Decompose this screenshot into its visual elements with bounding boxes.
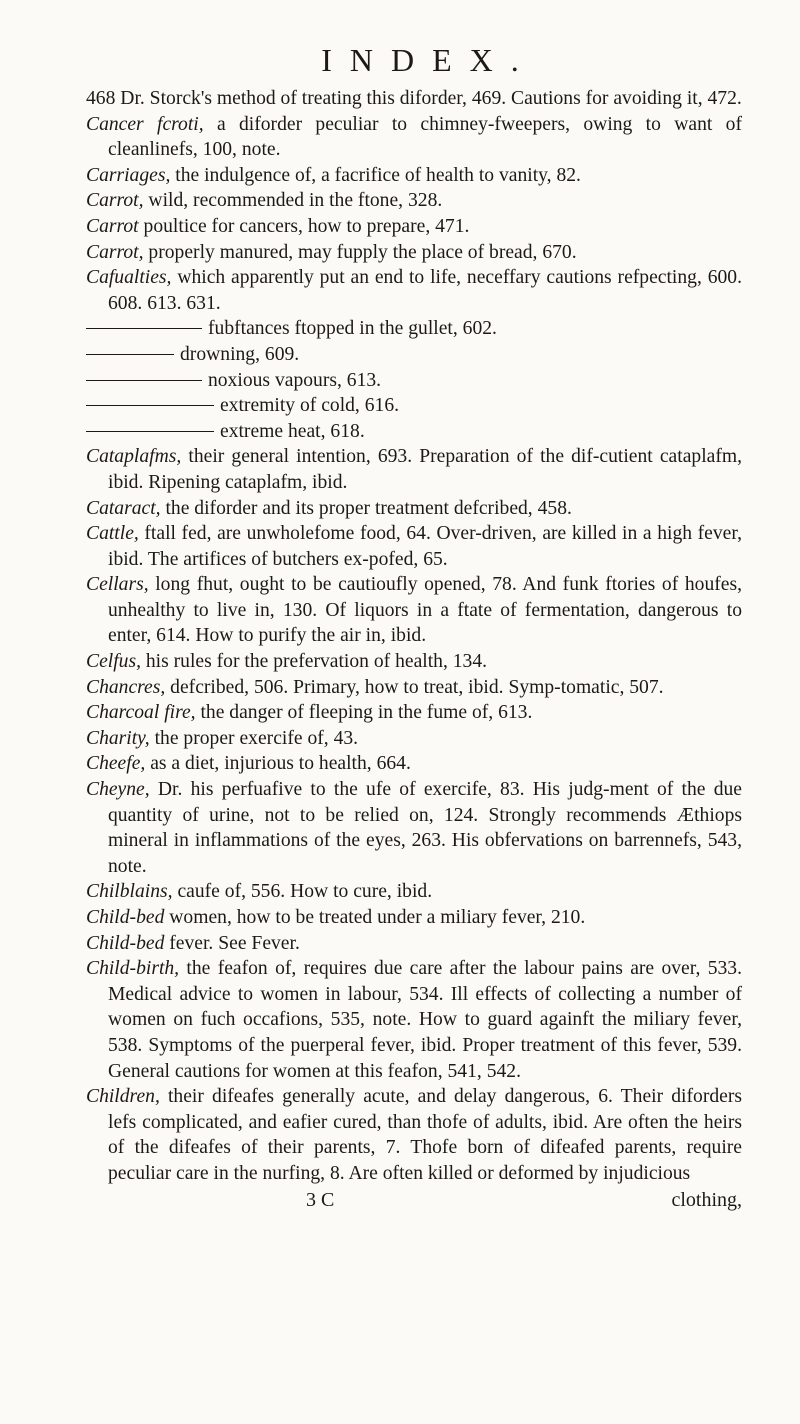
entry-term: Carrot, (86, 241, 144, 263)
index-entry (86, 572, 742, 649)
entry-text: noxious vapours, 613. (208, 369, 382, 391)
entry-text: his rules for the prefervation of health, 134. (140, 651, 488, 673)
entry-text: a diforder peculiar to chimney-fweepers, owing to want of cleanlinefs, 100, note. (108, 113, 742, 161)
entry-term: Cataract, (86, 497, 161, 519)
index-entry (86, 879, 742, 905)
index-entry (86, 240, 742, 266)
index-entry (86, 931, 742, 957)
index-entry (86, 751, 742, 777)
entry-term: Cheefe, (86, 753, 146, 775)
entry-term: Carriages, (86, 164, 171, 186)
entry-text: fever. See Fever. (164, 932, 300, 954)
entry-term: Cheyne, (86, 779, 150, 801)
entry-term: Celfus, (86, 651, 141, 673)
entry-term: Child-bed (86, 932, 165, 954)
entry-text: women, how to be treated under a miliary fever, 210. (164, 907, 586, 928)
entry-text: their difeafes generally acute, and delay dangerous, 6. Their diforders lefs complicated, and eafier cured, than thofe of adults, ibid. Are often the heirs of the difeafes of their parents, 7. Thofe born of difeafed parents, require peculiar care in the nurfing, 8. Are often killed or deformed by injudicious (108, 1086, 742, 1184)
index-subentry (86, 393, 742, 419)
entry-term: Cancer fcroti, (86, 113, 204, 135)
entry-text: as a diet, injurious to health, 664. (145, 753, 411, 775)
page-title: INDEX. (321, 42, 537, 78)
index-entry (86, 675, 742, 701)
index-entry (86, 905, 742, 931)
index-entry (86, 86, 742, 112)
page-footer (86, 1187, 742, 1213)
index-entry (86, 163, 742, 189)
index-entry (86, 649, 742, 675)
entry-text: caufe of, 556. How to cure, ibid. (172, 881, 433, 903)
entry-term: Child-bed (86, 907, 165, 928)
entry-text: drowning, 609. (180, 343, 300, 365)
entry-term: Cellars, (86, 574, 149, 596)
entry-text: the indulgence of, a facrifice of health to vanity, 82. (170, 164, 581, 186)
entry-term: Charcoal fire, (86, 702, 196, 724)
entry-text: long fhut, ought to be cautioufly opened, 78. And funk ftories of houfes, unhealthy to live in, 130. Of liquors in a ftate of fermentation, dangerous to enter, 614. How to purify the air in, ibid. (108, 574, 742, 647)
catchword: clothing, (671, 1188, 742, 1211)
index-entries (86, 86, 742, 1187)
entry-term: Cafualties, (86, 267, 172, 289)
entry-text: extremity of cold, 616. (220, 395, 400, 417)
index-entry (86, 112, 742, 163)
entry-text: wild, recommended in the ftone, 328. (143, 190, 443, 212)
entry-text: fubftances ftopped in the gullet, 602. (208, 318, 497, 340)
index-entry (86, 1084, 742, 1186)
entry-text: the feafon of, requires due care after the labour pains are over, 533. Medical advice to women in labour, 534. Ill effects of collecting a number of women on fuch occafions, 535, note. How to guard againft the miliary fever, 538. Symptoms of the puerperal fever, ibid. Proper treatment of this fever, 539. General cautions for women at this feafon, 541, 542. (108, 958, 742, 1082)
ditto-rule (86, 380, 202, 381)
entry-term: Chilblains, (86, 881, 173, 903)
ditto-rule (86, 405, 214, 406)
index-entry (86, 956, 742, 1084)
index-subentry (86, 316, 742, 342)
index-entry (86, 726, 742, 752)
index-subentry (86, 419, 742, 445)
ditto-rule (86, 328, 202, 329)
entry-text: ftall fed, are unwholefome food, 64. Over-driven, are killed in a high fever, ibid. The artifices of butchers ex-pofed, 65. (108, 523, 742, 570)
entry-text: 468 Dr. Storck's method of treating this diforder, 469. Cautions for avoiding it, 472. (86, 88, 742, 109)
index-entry (86, 521, 742, 572)
index-entry (86, 444, 742, 495)
entry-term: Children, (86, 1086, 160, 1108)
index-entry (86, 777, 742, 879)
index-subentry (86, 342, 742, 368)
index-entry (86, 700, 742, 726)
ditto-rule (86, 431, 214, 432)
index-entry (86, 214, 742, 240)
entry-text: Dr. his perfuafive to the ufe of exercife, 83. His judg-ment of the due quantity of urine, not to be relied on, 124. Strongly recommends Æthiops mineral in inflammations of the eyes, 263. His obfervations on barrennefs, 543, note. (108, 779, 742, 877)
entry-text: their general intention, 693. Preparation of the dif-cutient cataplafm, ibid. Ripening cataplafm, ibid. (108, 446, 742, 493)
entry-text: the diforder and its proper treatment defcribed, 458. (160, 497, 572, 519)
index-entry (86, 496, 742, 522)
index-entry (86, 188, 742, 214)
entry-text: properly manured, may fupply the place of bread, 670. (143, 241, 577, 263)
entry-term: Carrot, (86, 190, 144, 212)
index-subentry (86, 368, 742, 394)
entry-text: defcribed, 506. Primary, how to treat, ibid. Symp-tomatic, 507. (165, 676, 664, 698)
entry-text: the proper exercife of, 43. (149, 727, 359, 749)
entry-text: extreme heat, 618. (220, 420, 365, 442)
entry-term: Chancres, (86, 676, 166, 698)
entry-text: poultice for cancers, how to prepare, 471. (138, 215, 470, 237)
entry-text: the danger of fleeping in the fume of, 613. (195, 702, 533, 724)
index-entry (86, 265, 742, 316)
ditto-rule (86, 354, 174, 355)
entry-term: Cattle, (86, 523, 139, 545)
entry-term: Child-birth, (86, 958, 180, 980)
entry-text: which apparently put an end to life, neceffary cautions refpecting, 600. 608. 613. 631. (108, 267, 742, 314)
entry-term: Charity, (86, 727, 150, 749)
entry-term: Cataplafms, (86, 446, 182, 468)
signature-mark: 3 C (306, 1188, 335, 1211)
entry-term: Carrot (86, 215, 139, 237)
